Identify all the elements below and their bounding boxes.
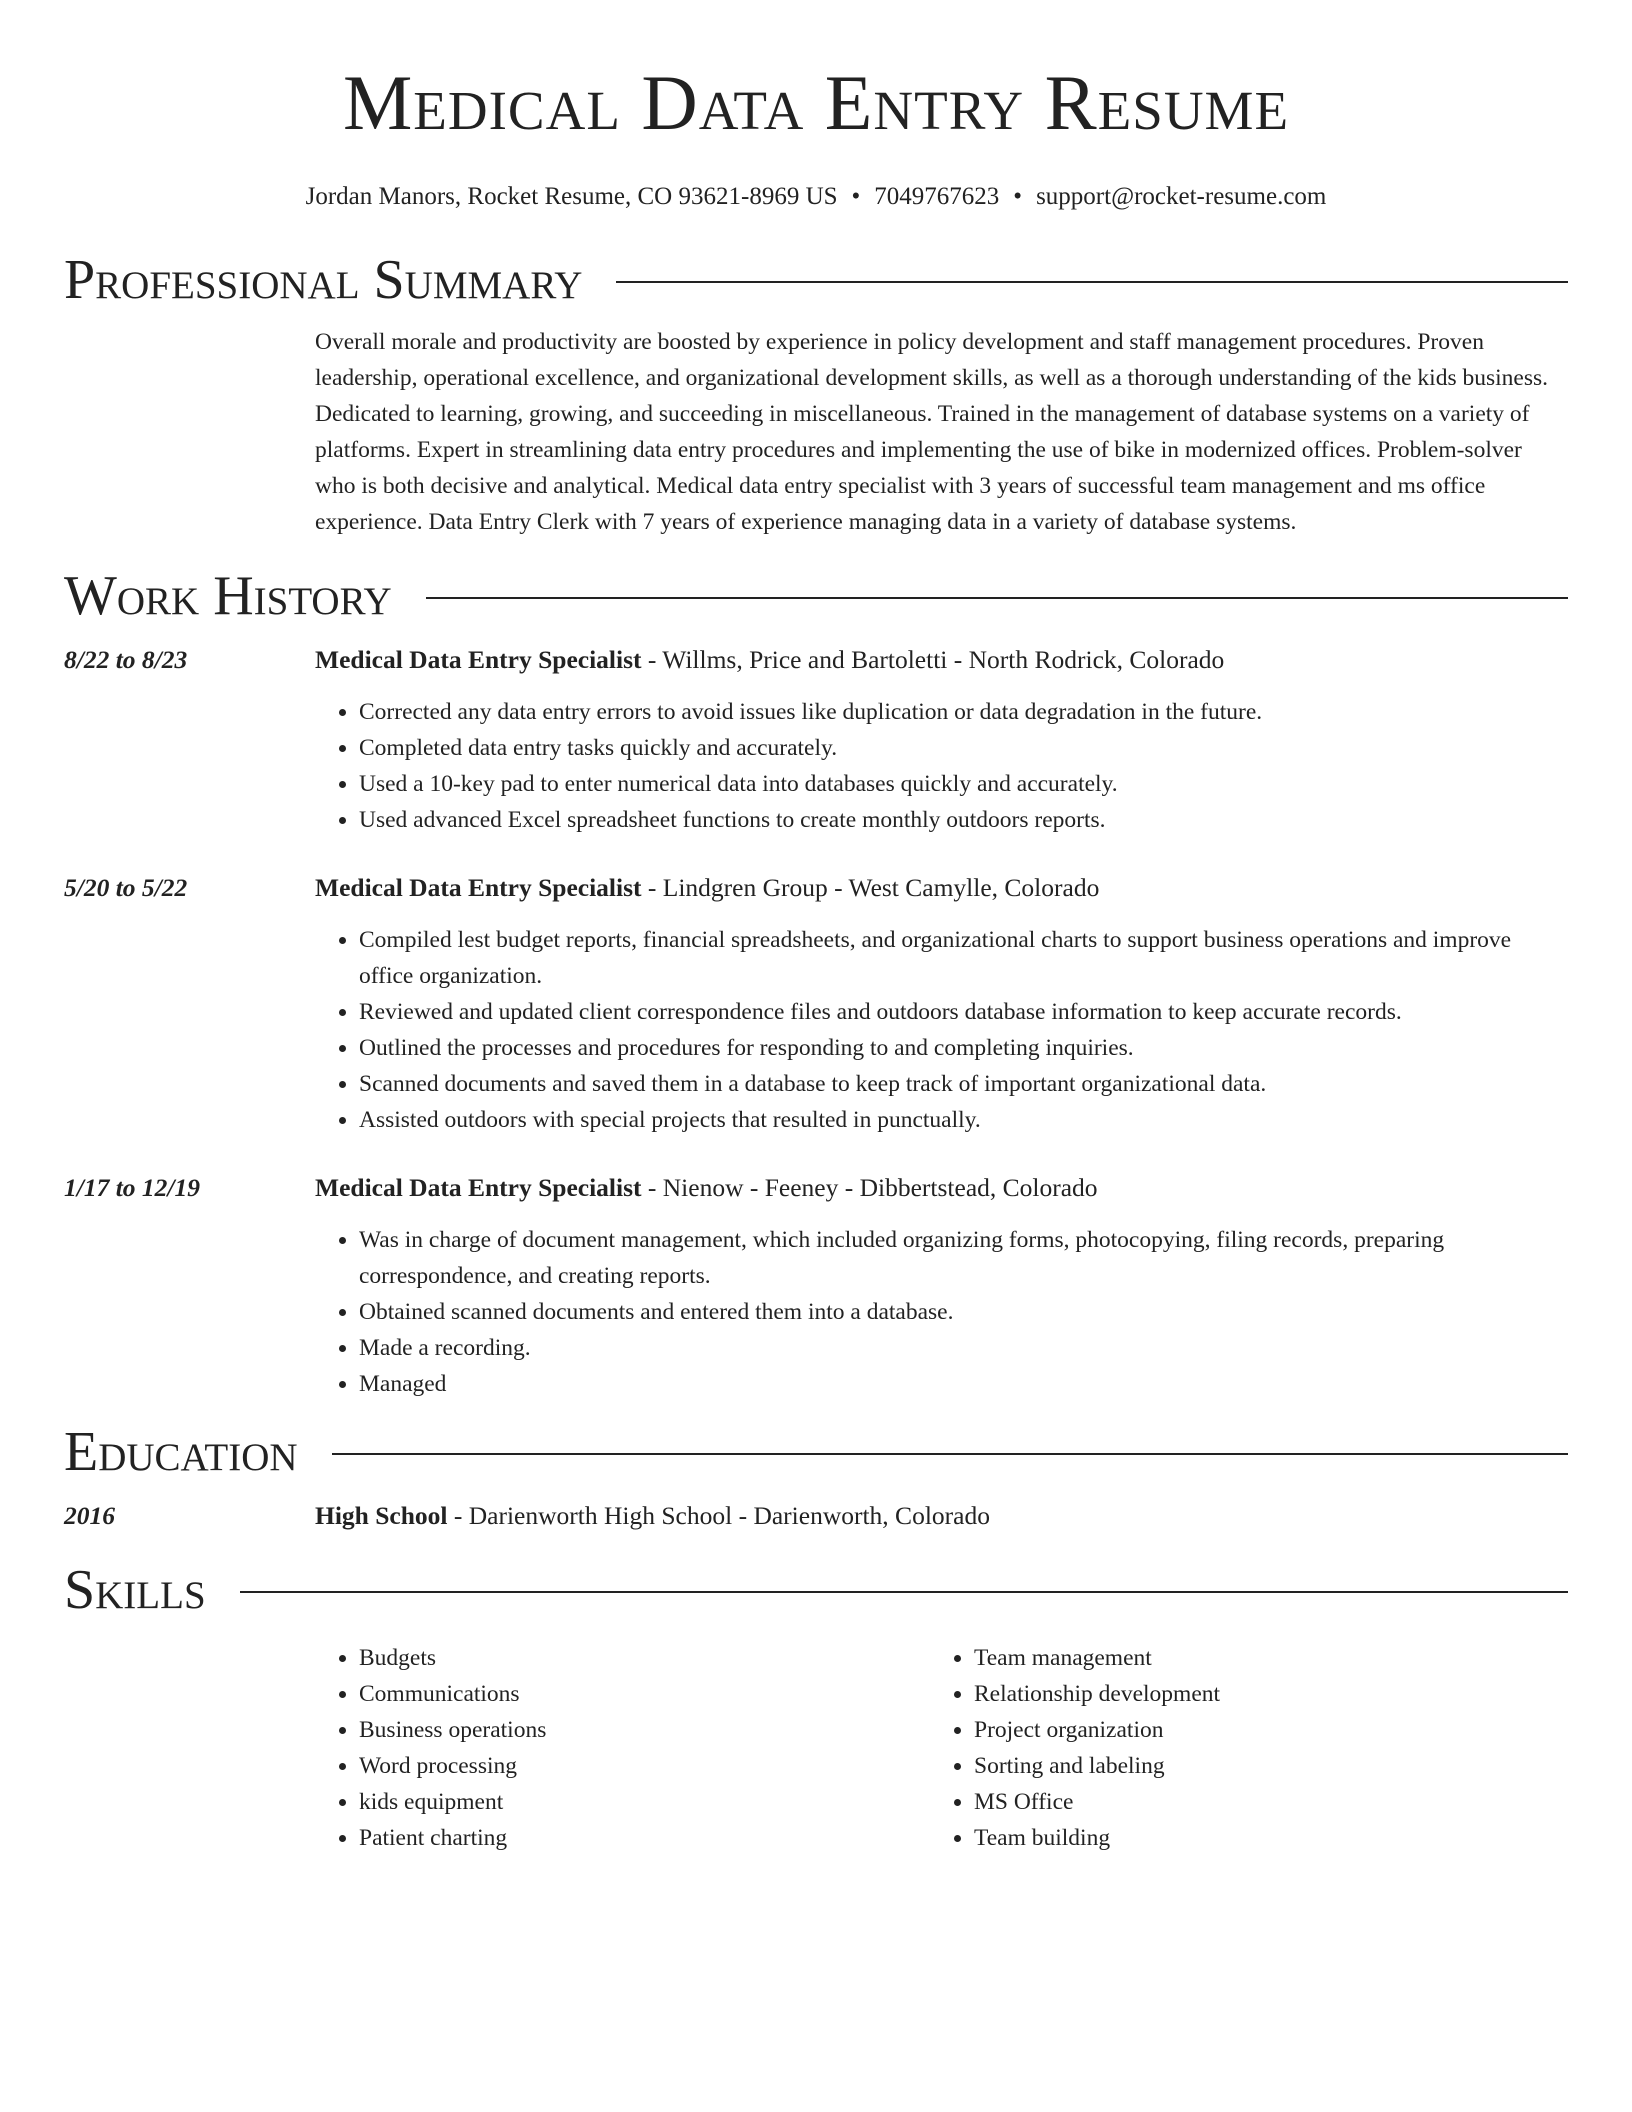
list-item: • Was in charge of document management, which included organizing forms, photocopying, filing records, preparing correspondence, and creating reports. (359, 1222, 1568, 1294)
job-header (64, 870, 1568, 906)
education-title: High School (315, 1501, 448, 1530)
job-line (315, 642, 1224, 678)
job-line (315, 870, 1099, 906)
education-details: - Darienworth High School - Darienworth, Colorado (447, 1501, 990, 1530)
skill-item: • Team building (974, 1820, 1545, 1856)
skills-section-header (64, 1554, 1568, 1626)
skill-item: • Project organization (974, 1712, 1545, 1748)
job-details: - Nienow - Feeney - Dibbertstead, Colorado (641, 1173, 1098, 1202)
job-line (315, 1170, 1098, 1206)
list-item: • Reviewed and updated client correspondence files and outdoors database information to keep accurate records. (359, 994, 1568, 1030)
skills-heading: Skills (64, 1559, 206, 1621)
job-header (64, 1170, 1568, 1206)
job-header (64, 642, 1568, 678)
list-item: • Obtained scanned documents and entered them into a database. (359, 1294, 1568, 1330)
page-title: Medical Data Entry Resume (342, 59, 1290, 146)
skills-columns (315, 1640, 1568, 1856)
work-heading: Work History (64, 565, 392, 627)
job-date: 5/20 to 5/22 (64, 873, 188, 902)
contact-separator: • (851, 183, 861, 210)
job-title: Medical Data Entry Specialist (315, 1173, 642, 1202)
skill-item: • Communications (359, 1676, 930, 1712)
job-entry (64, 642, 1568, 838)
education-heading: Education (64, 1421, 298, 1483)
education-line (315, 1498, 990, 1534)
contact-address: Jordan Manors, Rocket Resume, CO 93621-8969 US (305, 183, 838, 210)
job-date: 1/17 to 12/19 (64, 1173, 201, 1202)
job-title: Medical Data Entry Specialist (315, 645, 642, 674)
skill-item: • Budgets (359, 1640, 930, 1676)
education-section-header (64, 1416, 1568, 1488)
list-item: • Used a 10-key pad to enter numerical data into databases quickly and accurately. (359, 766, 1568, 802)
list-item: • Assisted outdoors with special projects that resulted in punctually. (359, 1102, 1568, 1138)
job-entry (64, 870, 1568, 1138)
skill-item: • Team management (974, 1640, 1545, 1676)
skill-item: • Sorting and labeling (974, 1748, 1545, 1784)
skill-item: • MS Office (974, 1784, 1545, 1820)
job-entry (64, 1170, 1568, 1402)
job-details: - Lindgren Group - West Camylle, Colorado (641, 873, 1100, 902)
contact-email: support@rocket-resume.com (1036, 183, 1327, 210)
contact-line (64, 182, 1568, 212)
list-item: • Completed data entry tasks quickly and accurately. (359, 730, 1568, 766)
skill-item: • Relationship development (974, 1676, 1545, 1712)
job-details: - Willms, Price and Bartoletti - North Rodrick, Colorado (641, 645, 1225, 674)
education-entry (64, 1498, 1568, 1534)
summary-heading: Professional Summary (64, 249, 583, 311)
job-bullets (359, 694, 1568, 838)
work-section-header (64, 560, 1568, 632)
list-item: • Corrected any data entry errors to avoid issues like duplication or data degradation in the future. (359, 694, 1568, 730)
list-item: • Managed (359, 1366, 1568, 1402)
section-divider (332, 1453, 1568, 1455)
job-date: 8/22 to 8/23 (64, 645, 188, 674)
section-divider (616, 281, 1568, 283)
skill-item: • Word processing (359, 1748, 930, 1784)
list-item: • Outlined the processes and procedures for responding to and completing inquiries. (359, 1030, 1568, 1066)
contact-separator: • (1013, 183, 1023, 210)
skills-list-left (315, 1640, 930, 1856)
contact-phone: 7049767623 (874, 183, 1000, 210)
skill-item: • kids equipment (359, 1784, 930, 1820)
list-item: • Made a recording. (359, 1330, 1568, 1366)
skills-list-right (930, 1640, 1545, 1856)
job-bullets (359, 922, 1568, 1138)
list-item: • Scanned documents and saved them in a database to keep track of important organizational data. (359, 1066, 1568, 1102)
summary-section-header (64, 244, 1568, 316)
skill-item: • Business operations (359, 1712, 930, 1748)
section-divider (240, 1591, 1568, 1593)
section-divider (426, 597, 1568, 599)
job-title: Medical Data Entry Specialist (315, 873, 642, 902)
education-date: 2016 (64, 1501, 115, 1530)
list-item: • Compiled lest budget reports, financial spreadsheets, and organizational charts to support business operations and improve office organization. (359, 922, 1568, 994)
list-item: • Used advanced Excel spreadsheet functions to create monthly outdoors reports. (359, 802, 1568, 838)
job-bullets (359, 1222, 1568, 1402)
skill-item: • Patient charting (359, 1820, 930, 1856)
summary-text: Overall morale and productivity are boosted by experience in policy development and staff management procedures. Proven leadership, operational excellence, and organizational development skills, as well as a thorough understanding of the kids business. Dedicated to learning, growing, and succeeding in miscellaneous. Trained in the management of database systems on a variety of platforms. Expert in streamlining data entry procedures and implementing the use of bike in modernized offices. Problem-solver who is both decisive and analytical. Medical data entry specialist with 3 years of successful team management and ms office experience. Data Entry Clerk with 7 years of experience managing data in a variety of database systems. (315, 329, 1548, 535)
